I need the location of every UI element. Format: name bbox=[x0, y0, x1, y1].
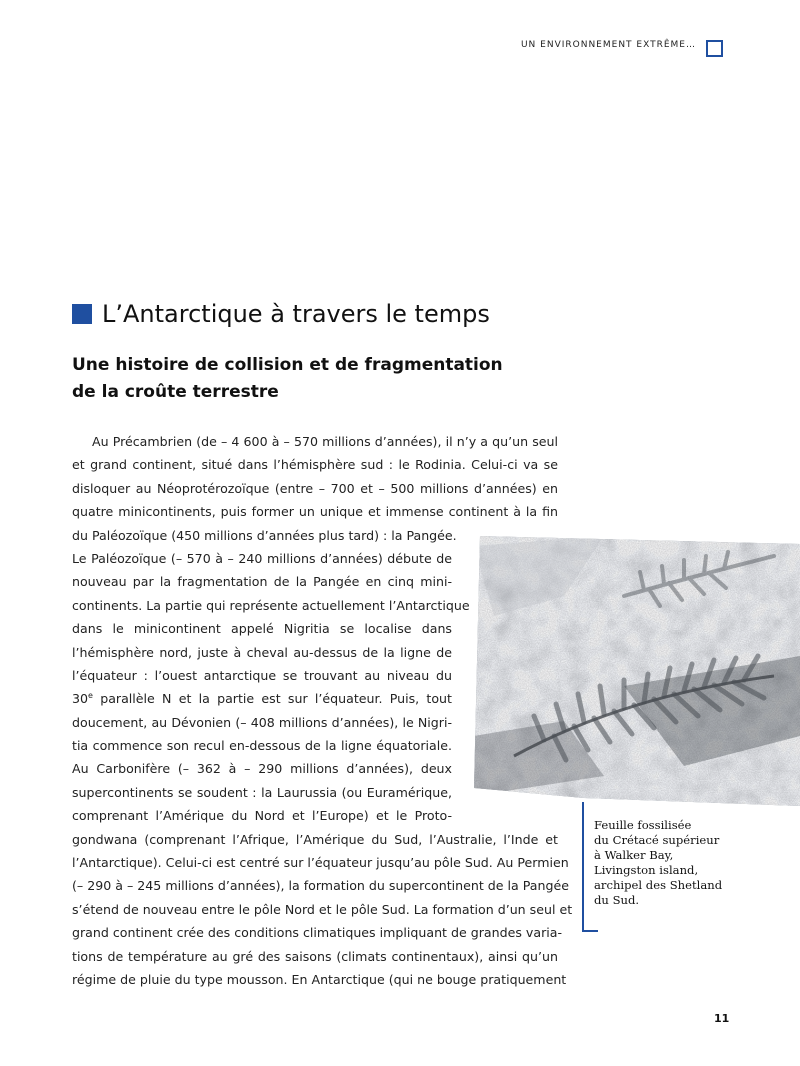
body-line: doucement, au Dévonien (– 408 millions d’années), le Nigri- bbox=[72, 714, 452, 730]
section-title bbox=[72, 300, 490, 328]
running-header: UN ENVIRONNEMENT EXTRÊME… bbox=[520, 40, 696, 50]
body-line: disloquer au Néoprotérozoïque (entre – 700 et – 500 millions d’années) en bbox=[72, 480, 558, 496]
photo-caption bbox=[594, 818, 744, 908]
caption-rule-horizontal bbox=[582, 930, 598, 932]
subtitle-line: Une histoire de collision et de fragmentation bbox=[72, 355, 503, 375]
body-line bbox=[72, 687, 452, 710]
caption-line: archipel des Shetland bbox=[594, 878, 723, 892]
caption-line: Feuille fossilisée bbox=[594, 818, 692, 832]
body-line: supercontinents se soudent : la Laurussia (ou Euramérique, bbox=[72, 784, 452, 800]
body-line: régime de pluie du type mousson. En Antarctique (qui ne bouge pratiquement bbox=[72, 971, 567, 987]
body-line: Au Carbonifère (– 362 à – 290 millions d’années), deux bbox=[72, 761, 452, 777]
body-line: nouveau par la fragmentation de la Pangée en cinq mini- bbox=[72, 574, 452, 590]
body-line: l’hémisphère nord, juste à cheval au-dessus de la ligne de bbox=[72, 644, 452, 660]
caption-line: Livingston island, bbox=[594, 863, 699, 877]
section-subtitle bbox=[72, 352, 532, 406]
caption-rule-vertical bbox=[582, 802, 584, 932]
body-line: tia commence son recul en-dessous de la ligne équatoriale. bbox=[72, 738, 452, 754]
section-title-text: L’Antarctique à travers le temps bbox=[102, 300, 490, 328]
body-line: du Paléozoïque (450 millions d’années plus tard) : la Pangée. bbox=[72, 527, 457, 543]
fossil-leaf-image bbox=[474, 536, 800, 806]
body-line: dans le minicontinent appelé Nigritia se localise dans bbox=[72, 621, 452, 637]
body-line: et grand continent, situé dans l’hémisphère sud : le Rodinia. Celui-ci va se bbox=[72, 457, 558, 473]
page-number: 11 bbox=[714, 1012, 730, 1025]
body-line: l’équateur : l’ouest antarctique se trouvant au niveau du bbox=[72, 667, 452, 683]
body-line: tions de température au gré des saisons (climats continentaux), ainsi qu’un bbox=[72, 948, 558, 964]
subtitle-line: de la croûte terrestre bbox=[72, 382, 279, 402]
body-line: quatre minicontinents, puis former un unique et immense continent à la fin bbox=[72, 504, 558, 520]
parallel-number: 30 bbox=[72, 691, 89, 707]
parallel-suffix: e bbox=[88, 691, 93, 701]
caption-line: à Walker Bay, bbox=[594, 848, 674, 862]
body-line: Au Précambrien (de – 4 600 à – 570 millions d’années), il n’y a qu’un seul bbox=[92, 434, 558, 449]
body-line: comprenant l’Amérique du Nord et l’Europe) et le Proto- bbox=[72, 808, 452, 824]
parallel-30-degree bbox=[72, 691, 93, 706]
title-square-icon bbox=[72, 304, 92, 324]
body-line: gondwana (comprenant l’Afrique, l’Amérique du Sud, l’Australie, l’Inde et bbox=[72, 831, 558, 847]
body-line: s’étend de nouveau entre le pôle Nord et le pôle Sud. La formation d’un seul et bbox=[72, 901, 573, 917]
header-square-decoration bbox=[706, 40, 723, 57]
body-line: l’Antarctique). Celui-ci est centré sur l’équateur jusqu’au pôle Sud. Au Permien bbox=[72, 855, 569, 871]
body-line: Le Paléozoïque (– 570 à – 240 millions d’années) débute de bbox=[72, 550, 452, 566]
body-line: continents. La partie qui représente actuellement l’Antarctique bbox=[72, 597, 470, 613]
fossil-leaf-photo bbox=[474, 536, 800, 806]
body-line: (– 290 à – 245 millions d’années), la formation du supercontinent de la Pangée bbox=[72, 878, 569, 894]
body-line: grand continent crée des conditions climatiques impliquant de grandes varia- bbox=[72, 925, 563, 941]
body-line-text: parallèle N et la partie est sur l’équateur. Puis, tout bbox=[100, 691, 452, 707]
caption-line: du Crétacé supérieur bbox=[594, 833, 720, 847]
caption-line: du Sud. bbox=[594, 893, 640, 907]
